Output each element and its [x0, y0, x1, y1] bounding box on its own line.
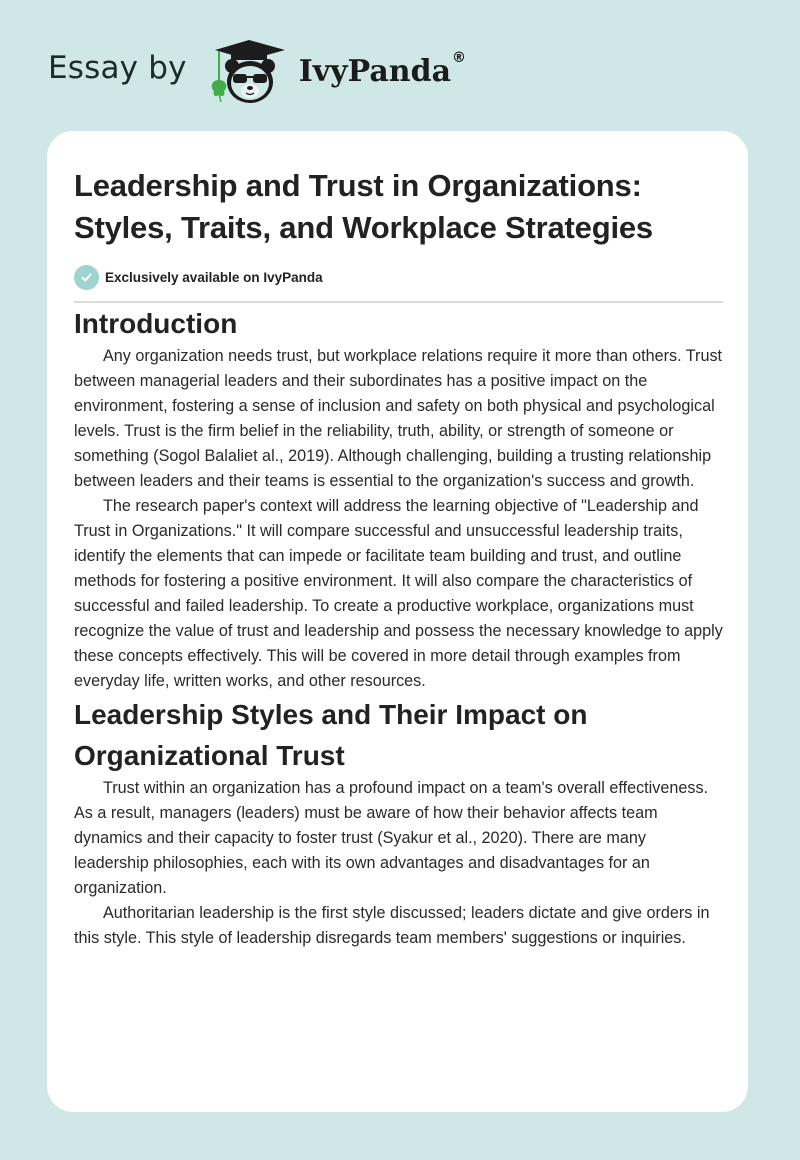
section-heading: Leadership Styles and Their Impact on Organizational Trust: [74, 699, 588, 771]
title-line-1: Leadership and Trust in Organizations:: [74, 168, 642, 203]
title-line-2: Styles, Traits, and Workplace Strategies: [74, 210, 653, 245]
essay-by-label: Essay by: [48, 50, 187, 86]
section-heading: Introduction: [74, 308, 238, 339]
site-header: [48, 36, 466, 108]
exclusive-badge-text: Exclusively available on IvyPanda: [105, 269, 323, 285]
check-circle-icon: [74, 265, 99, 290]
essay-title: [74, 165, 722, 249]
paragraph: The research paper's context will address the learning objective of "Leadership and Trust in Organizations." It will compare successful and unsuccessful leadership traits, identify the elements that can impede or facilitate team building and trust, and outline methods for fostering a positive environment. It will also compare the characteristics of successful and failed leadership. To create a productive workplace, organizations must recognize the value of trust and leadership and possess the necessary knowledge to apply these concepts effectively. This will be covered in more detail through examples from everyday life, written works, and other resources.: [74, 497, 723, 690]
ivypanda-logo-link[interactable]: [205, 36, 466, 108]
brand-name: [298, 49, 467, 89]
paragraph: Authoritarian leadership is the first style discussed; leaders dictate and give orders in this style. This style of leadership disregards team members' suggestions or inquiries.: [74, 904, 710, 947]
exclusive-badge: [74, 264, 722, 290]
section-leadership-styles: [74, 694, 722, 951]
paragraph: Trust within an organization has a profound impact on a team's overall effectiveness. As a result, managers (leaders) must be aware of how their behavior affects team dynamics and their capacity to foster trust (Syakur et al., 2020). There are many leadership philosophies, each with its own advantages and disadvantages for an organization.: [74, 779, 709, 897]
brand-name-text: IvyPanda: [298, 53, 452, 89]
registered-mark: ®: [452, 49, 467, 66]
essay-card: [47, 131, 748, 1112]
paragraph: Any organization needs trust, but workplace relations require it more than others. Trust between managerial leaders and their subordinates has a positive impact on the environment, fostering a sense of inclusion and safety on both physical and psychological levels. Trust is the firm belief in the reliability, truth, ability, or strength of someone or something (Sogol Balaliet al., 2019). Although challenging, building a trusting relationship between leaders and their teams is essential to the organization's success and growth.: [74, 347, 723, 490]
section-introduction: [74, 303, 722, 694]
panda-graduate-icon: [205, 36, 291, 108]
